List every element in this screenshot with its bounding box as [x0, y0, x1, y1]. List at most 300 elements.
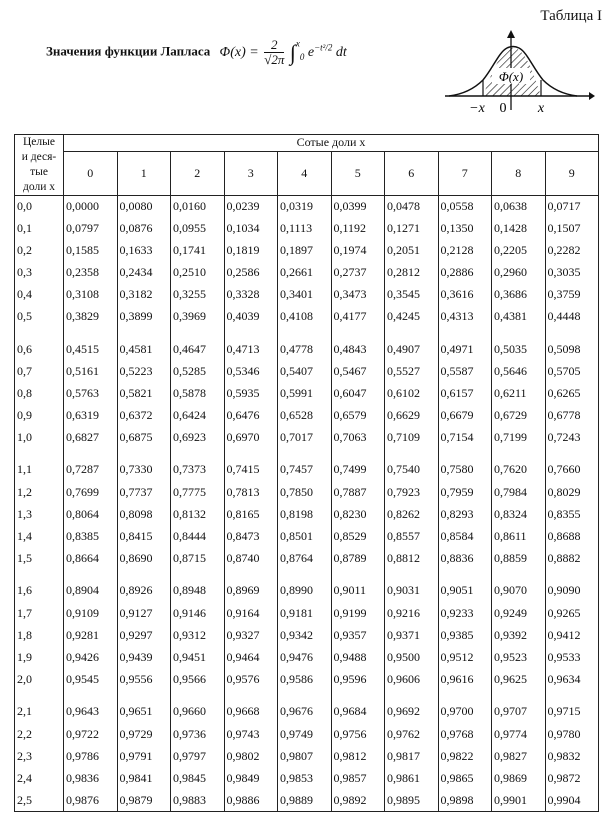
integrand-exponent: −t²/2 — [314, 42, 333, 53]
x-label: x — [537, 101, 545, 116]
table-cell: 0,3899 — [117, 305, 171, 327]
table-cell: 0,7775 — [171, 482, 225, 504]
table-cell: 0,3255 — [171, 284, 225, 306]
table-cell: 0,9822 — [438, 745, 492, 767]
table-cell: 0,9676 — [278, 690, 332, 723]
table-cell: 0,8029 — [545, 482, 599, 504]
table-row — [15, 789, 599, 812]
table-cell: 0,5646 — [492, 361, 546, 383]
table-cell: 0,0319 — [278, 196, 332, 218]
table-cell: 0,7287 — [64, 448, 118, 481]
table-cell: 0,8664 — [64, 547, 118, 569]
table-cell: 0,9700 — [438, 690, 492, 723]
table-cell: 0,9327 — [224, 624, 278, 646]
table-cell: 0,9892 — [331, 789, 385, 812]
table-cell: 0,1974 — [331, 240, 385, 262]
table-cell: 0,9616 — [438, 668, 492, 690]
table-cell: 0,6157 — [438, 383, 492, 405]
table-cell: 0,6047 — [331, 383, 385, 405]
column-header: 7 — [438, 151, 492, 195]
integrand-base: e — [307, 44, 315, 60]
table-cell: 0,9249 — [492, 602, 546, 624]
table-cell: 0,8557 — [385, 525, 439, 547]
table-cell: 0,6629 — [385, 404, 439, 426]
table-cell: 0,9857 — [331, 767, 385, 789]
table-cell: 0,7540 — [385, 448, 439, 481]
integral-upper-limit: x — [295, 38, 300, 48]
table-cell: 0,4177 — [331, 305, 385, 327]
table-cell: 0,9722 — [64, 723, 118, 745]
table-cell: 0,9265 — [545, 602, 599, 624]
row-header: 1,1 — [15, 448, 64, 481]
table-cell: 0,9216 — [385, 602, 439, 624]
table-cell: 0,8836 — [438, 547, 492, 569]
column-header: 9 — [545, 151, 599, 195]
table-cell: 0,9802 — [224, 745, 278, 767]
table-cell: 0,9780 — [545, 723, 599, 745]
formula — [219, 37, 347, 67]
caption-line: доли x — [23, 181, 55, 193]
table-cell: 0,8501 — [278, 525, 332, 547]
table-cell: 0,9392 — [492, 624, 546, 646]
formula-fraction — [264, 38, 284, 67]
row-header: 2,3 — [15, 745, 64, 767]
table-cell: 0,7850 — [278, 482, 332, 504]
table-cell: 0,9576 — [224, 668, 278, 690]
table-cell: 0,3686 — [492, 284, 546, 306]
table-cell: 0,8688 — [545, 525, 599, 547]
table-cell: 0,8948 — [171, 569, 225, 602]
table-cell: 0,8611 — [492, 525, 546, 547]
table-cell: 0,0399 — [331, 196, 385, 218]
table-row — [15, 196, 599, 218]
table-cell: 0,7499 — [331, 448, 385, 481]
formula-denominator: √2π — [264, 52, 285, 67]
table-cell: 0,2886 — [438, 262, 492, 284]
row-header: 1,5 — [15, 547, 64, 569]
table-row — [15, 690, 599, 723]
table-cell: 0,9883 — [171, 789, 225, 812]
table-cell: 0,2205 — [492, 240, 546, 262]
table-cell: 0,6778 — [545, 404, 599, 426]
table-row — [15, 646, 599, 668]
table-cell: 0,1897 — [278, 240, 332, 262]
row-header: 2,1 — [15, 690, 64, 723]
table-cell: 0,9412 — [545, 624, 599, 646]
table-cell: 0,8198 — [278, 503, 332, 525]
table-cell: 0,4381 — [492, 305, 546, 327]
table-cell: 0,5991 — [278, 383, 332, 405]
table-row — [15, 361, 599, 383]
row-header: 1,0 — [15, 426, 64, 448]
table-cell: 0,5705 — [545, 361, 599, 383]
table-cell: 0,9606 — [385, 668, 439, 690]
table-cell: 0,9861 — [385, 767, 439, 789]
table-cell: 0,4515 — [64, 327, 118, 360]
table-row — [15, 327, 599, 360]
table-cell: 0,9385 — [438, 624, 492, 646]
table-cell: 0,9127 — [117, 602, 171, 624]
table-row — [15, 745, 599, 767]
table-cell: 0,9797 — [171, 745, 225, 767]
heading-title: Значения функции Лапласа — [46, 43, 211, 59]
table-row — [15, 525, 599, 547]
table-cell: 0,5878 — [171, 383, 225, 405]
table-cell: 0,9651 — [117, 690, 171, 723]
table-cell: 0,9886 — [224, 789, 278, 812]
table-cell: 0,9488 — [331, 646, 385, 668]
table-cell: 0,6319 — [64, 404, 118, 426]
column-header: 1 — [117, 151, 171, 195]
table-cell: 0,0478 — [385, 196, 439, 218]
row-header: 2,5 — [15, 789, 64, 812]
column-header: 4 — [278, 151, 332, 195]
table-cell: 0,7813 — [224, 482, 278, 504]
table-cell: 0,5407 — [278, 361, 332, 383]
table-cell: 0,8990 — [278, 569, 332, 602]
table-cell: 0,9199 — [331, 602, 385, 624]
table-cell: 0,4647 — [171, 327, 225, 360]
table-cell: 0,1113 — [278, 218, 332, 240]
table-cell: 0,4108 — [278, 305, 332, 327]
table-cell: 0,9164 — [224, 602, 278, 624]
table-row — [15, 305, 599, 327]
table-cell: 0,9869 — [492, 767, 546, 789]
row-header: 0,5 — [15, 305, 64, 327]
table-number-label: Таблица I — [540, 8, 602, 24]
table-cell: 0,8064 — [64, 503, 118, 525]
table-cell: 0,9596 — [331, 668, 385, 690]
table-cell: 0,7330 — [117, 448, 171, 481]
table-row — [15, 218, 599, 240]
table-cell: 0,9901 — [492, 789, 546, 812]
table-cell: 0,8529 — [331, 525, 385, 547]
table-cell: 0,5935 — [224, 383, 278, 405]
table-cell: 0,6102 — [385, 383, 439, 405]
table-cell: 0,5098 — [545, 327, 599, 360]
table-cell: 0,2051 — [385, 240, 439, 262]
row-header: 0,3 — [15, 262, 64, 284]
x-axis-arrow-icon — [589, 92, 595, 100]
table-cell: 0,3401 — [278, 284, 332, 306]
table-cell: 0,9791 — [117, 745, 171, 767]
row-header: 1,8 — [15, 624, 64, 646]
table-cell: 0,6579 — [331, 404, 385, 426]
table-cell: 0,3616 — [438, 284, 492, 306]
table-cell: 0,9853 — [278, 767, 332, 789]
formula-numerator: 2 — [264, 38, 284, 53]
table-cell: 0,9876 — [64, 789, 118, 812]
table-row — [15, 240, 599, 262]
table-cell: 0,1350 — [438, 218, 492, 240]
table-cell: 0,4448 — [545, 305, 599, 327]
table-cell: 0,6875 — [117, 426, 171, 448]
table-cell: 0,6970 — [224, 426, 278, 448]
table-cell: 0,8098 — [117, 503, 171, 525]
table-cell: 0,9707 — [492, 690, 546, 723]
table-cell: 0,4713 — [224, 327, 278, 360]
table-cell: 0,9832 — [545, 745, 599, 767]
row-header-caption — [15, 135, 64, 196]
table-row — [15, 668, 599, 690]
table-cell: 0,1585 — [64, 240, 118, 262]
table-cell: 0,8969 — [224, 569, 278, 602]
row-header: 0,2 — [15, 240, 64, 262]
table-cell: 0,6679 — [438, 404, 492, 426]
table-cell: 0,9762 — [385, 723, 439, 745]
table-cell: 0,9660 — [171, 690, 225, 723]
table-cell: 0,0876 — [117, 218, 171, 240]
table-cell: 0,6827 — [64, 426, 118, 448]
table-cell: 0,7660 — [545, 448, 599, 481]
table-cell: 0,9586 — [278, 668, 332, 690]
table-cell: 0,8584 — [438, 525, 492, 547]
table-cell: 0,3108 — [64, 284, 118, 306]
table-row — [15, 767, 599, 789]
table-cell: 0,9841 — [117, 767, 171, 789]
table-cell: 0,9109 — [64, 602, 118, 624]
table-cell: 0,7109 — [385, 426, 439, 448]
table-cell: 0,2586 — [224, 262, 278, 284]
column-header: 5 — [331, 151, 385, 195]
table-cell: 0,2661 — [278, 262, 332, 284]
table-cell: 0,0797 — [64, 218, 118, 240]
table-cell: 0,5346 — [224, 361, 278, 383]
column-header: 0 — [64, 151, 118, 195]
table-cell: 0,2737 — [331, 262, 385, 284]
table-cell: 0,9872 — [545, 767, 599, 789]
table-cell: 0,9464 — [224, 646, 278, 668]
table-cell: 0,8355 — [545, 503, 599, 525]
table-cell: 0,9545 — [64, 668, 118, 690]
table-cell: 0,7580 — [438, 448, 492, 481]
table-cell: 0,9756 — [331, 723, 385, 745]
table-cell: 0,9729 — [117, 723, 171, 745]
table-cell: 0,3545 — [385, 284, 439, 306]
row-header: 0,6 — [15, 327, 64, 360]
normal-curve-diagram — [445, 30, 595, 118]
table-cell: 0,8444 — [171, 525, 225, 547]
table-row — [15, 426, 599, 448]
table-cell: 0,5821 — [117, 383, 171, 405]
row-header: 0,4 — [15, 284, 64, 306]
table-cell: 0,8165 — [224, 503, 278, 525]
table-cell: 0,9500 — [385, 646, 439, 668]
table-cell: 0,2960 — [492, 262, 546, 284]
table-cell: 0,9371 — [385, 624, 439, 646]
table-cell: 0,0638 — [492, 196, 546, 218]
table-cell: 0,9070 — [492, 569, 546, 602]
table-row — [15, 383, 599, 405]
table-cell: 0,7415 — [224, 448, 278, 481]
table-cell: 0,6729 — [492, 404, 546, 426]
table-cell: 0,6923 — [171, 426, 225, 448]
table-cell: 0,4581 — [117, 327, 171, 360]
table-cell: 0,6424 — [171, 404, 225, 426]
table-cell: 0,6265 — [545, 383, 599, 405]
y-axis-arrow-icon — [507, 30, 515, 38]
table-cell: 0,0558 — [438, 196, 492, 218]
table-cell: 0,8882 — [545, 547, 599, 569]
table-cell: 0,5285 — [171, 361, 225, 383]
table-cell: 0,8715 — [171, 547, 225, 569]
table-cell: 0,9512 — [438, 646, 492, 668]
row-header: 1,2 — [15, 482, 64, 504]
table-cell: 0,1507 — [545, 218, 599, 240]
table-row — [15, 482, 599, 504]
table-cell: 0,9898 — [438, 789, 492, 812]
table-cell: 0,8293 — [438, 503, 492, 525]
table-cell: 0,7063 — [331, 426, 385, 448]
table-cell: 0,4778 — [278, 327, 332, 360]
laplace-table — [14, 134, 599, 812]
table-cell: 0,9625 — [492, 668, 546, 690]
table-cell: 0,8740 — [224, 547, 278, 569]
table-cell: 0,9895 — [385, 789, 439, 812]
table-cell: 0,9556 — [117, 668, 171, 690]
table-cell: 0,4313 — [438, 305, 492, 327]
table-cell: 0,9768 — [438, 723, 492, 745]
table-cell: 0,7737 — [117, 482, 171, 504]
table-cell: 0,9879 — [117, 789, 171, 812]
column-header: 3 — [224, 151, 278, 195]
row-header: 0,0 — [15, 196, 64, 218]
table-cell: 0,5527 — [385, 361, 439, 383]
table-cell: 0,0000 — [64, 196, 118, 218]
table-cell: 0,9523 — [492, 646, 546, 668]
row-header: 1,4 — [15, 525, 64, 547]
table-cell: 0,7154 — [438, 426, 492, 448]
table-cell: 0,7923 — [385, 482, 439, 504]
table-cell: 0,8132 — [171, 503, 225, 525]
table-cell: 0,6528 — [278, 404, 332, 426]
table-cell: 0,2282 — [545, 240, 599, 262]
zero-label: 0 — [499, 101, 507, 116]
row-header: 1,9 — [15, 646, 64, 668]
table-cell: 0,9451 — [171, 646, 225, 668]
table-cell: 0,7199 — [492, 426, 546, 448]
column-group-header: Сотые доли x — [64, 135, 599, 152]
table-row — [15, 624, 599, 646]
table-cell: 0,9181 — [278, 602, 332, 624]
table-cell: 0,7373 — [171, 448, 225, 481]
table-cell: 0,4971 — [438, 327, 492, 360]
table-cell: 0,3035 — [545, 262, 599, 284]
caption-line: и деся- — [21, 151, 57, 163]
table-cell: 0,9827 — [492, 745, 546, 767]
table-cell: 0,6476 — [224, 404, 278, 426]
table-cell: 0,8764 — [278, 547, 332, 569]
table-cell: 0,7887 — [331, 482, 385, 504]
table-cell: 0,0717 — [545, 196, 599, 218]
table-cell: 0,9812 — [331, 745, 385, 767]
table-cell: 0,9297 — [117, 624, 171, 646]
table-cell: 0,9233 — [438, 602, 492, 624]
table-cell: 0,9849 — [224, 767, 278, 789]
table-cell: 0,8904 — [64, 569, 118, 602]
table-row — [15, 547, 599, 569]
row-header: 0,1 — [15, 218, 64, 240]
table-cell: 0,9566 — [171, 668, 225, 690]
table-cell: 0,5587 — [438, 361, 492, 383]
row-header: 2,2 — [15, 723, 64, 745]
table-cell: 0,9668 — [224, 690, 278, 723]
table-cell: 0,4245 — [385, 305, 439, 327]
table-cell: 0,8473 — [224, 525, 278, 547]
table-cell: 0,2434 — [117, 262, 171, 284]
table-cell: 0,9836 — [64, 767, 118, 789]
caption-line: тые — [30, 166, 48, 178]
table-cell: 0,3969 — [171, 305, 225, 327]
column-header: 8 — [492, 151, 546, 195]
table-cell: 0,9786 — [64, 745, 118, 767]
table-cell: 0,9011 — [331, 569, 385, 602]
table-cell: 0,0239 — [224, 196, 278, 218]
table-cell: 0,9634 — [545, 668, 599, 690]
column-header: 2 — [171, 151, 225, 195]
table-cell: 0,5467 — [331, 361, 385, 383]
table-cell: 0,7243 — [545, 426, 599, 448]
table-cell: 0,7699 — [64, 482, 118, 504]
table-cell: 0,9031 — [385, 569, 439, 602]
row-header: 1,7 — [15, 602, 64, 624]
table-cell: 0,2358 — [64, 262, 118, 284]
table-cell: 0,2510 — [171, 262, 225, 284]
table-cell: 0,8789 — [331, 547, 385, 569]
table-cell: 0,6372 — [117, 404, 171, 426]
table-cell: 0,1741 — [171, 240, 225, 262]
table-cell: 0,9146 — [171, 602, 225, 624]
row-header: 2,0 — [15, 668, 64, 690]
table-cell: 0,8690 — [117, 547, 171, 569]
row-header: 2,4 — [15, 767, 64, 789]
table-cell: 0,3829 — [64, 305, 118, 327]
table-cell: 0,9749 — [278, 723, 332, 745]
row-header: 0,7 — [15, 361, 64, 383]
row-header: 1,3 — [15, 503, 64, 525]
table-cell: 0,2128 — [438, 240, 492, 262]
phi-label: Φ(x) — [498, 69, 524, 84]
table-cell: 0,9090 — [545, 569, 599, 602]
table-cell: 0,2812 — [385, 262, 439, 284]
table-cell: 0,8324 — [492, 503, 546, 525]
table-row — [15, 602, 599, 624]
table-cell: 0,3182 — [117, 284, 171, 306]
table-cell: 0,8926 — [117, 569, 171, 602]
table-cell: 0,0955 — [171, 218, 225, 240]
formula-lhs: Φ(x) = — [219, 44, 259, 60]
table-cell: 0,9817 — [385, 745, 439, 767]
table-cell: 0,7959 — [438, 482, 492, 504]
table-cell: 0,9533 — [545, 646, 599, 668]
table-row — [15, 404, 599, 426]
table-cell: 0,1271 — [385, 218, 439, 240]
table-row — [15, 723, 599, 745]
table-cell: 0,9684 — [331, 690, 385, 723]
table-cell: 0,9774 — [492, 723, 546, 745]
table-cell: 0,7620 — [492, 448, 546, 481]
table-cell: 0,1192 — [331, 218, 385, 240]
column-header: 6 — [385, 151, 439, 195]
table-cell: 0,7457 — [278, 448, 332, 481]
table-row — [15, 503, 599, 525]
table-cell: 0,7017 — [278, 426, 332, 448]
table-cell: 0,9312 — [171, 624, 225, 646]
table-cell: 0,9643 — [64, 690, 118, 723]
caption-line: Целые — [23, 136, 55, 148]
table-cell: 0,9865 — [438, 767, 492, 789]
function-heading — [46, 38, 347, 67]
